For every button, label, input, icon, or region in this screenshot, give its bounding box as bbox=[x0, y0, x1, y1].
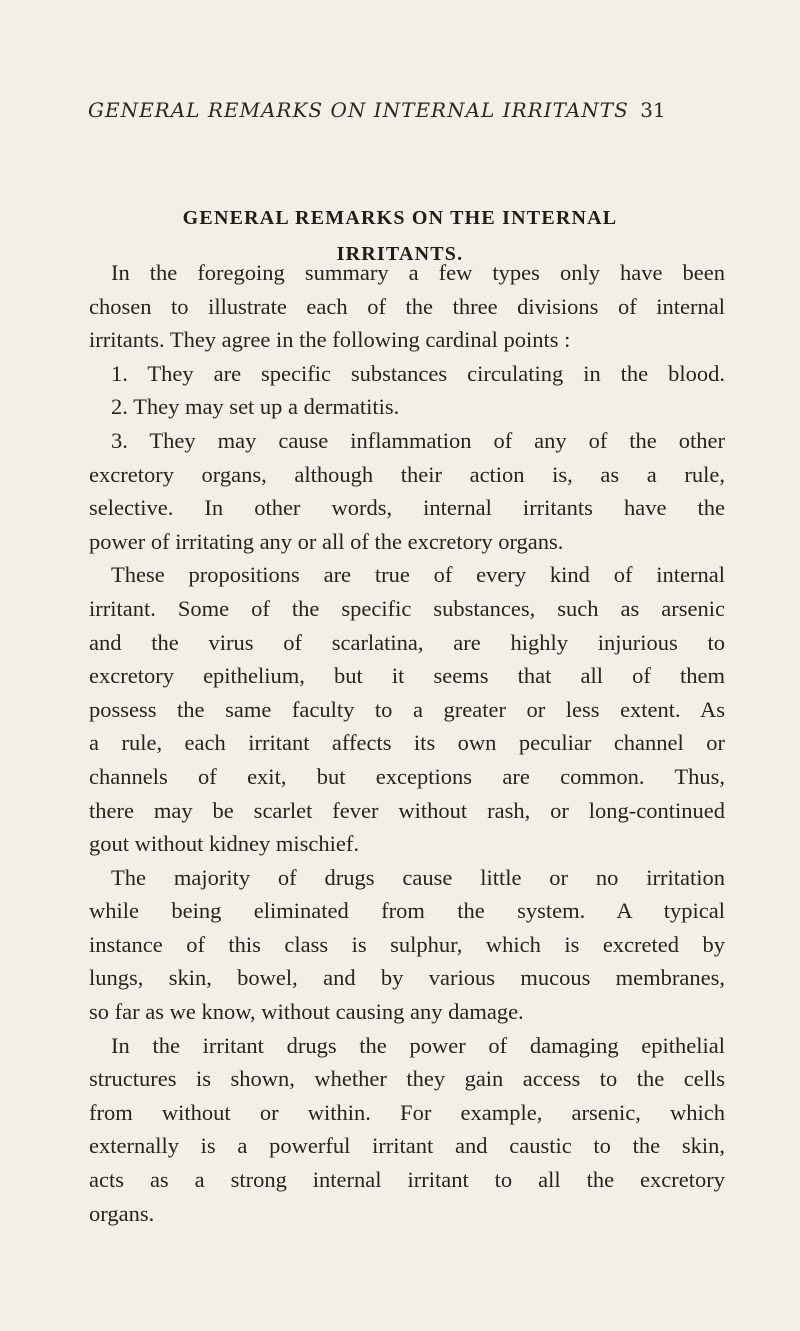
text-line: 3. They may cause inflammation of any of the other bbox=[111, 427, 725, 453]
text-line: there may be scarlet fever without rash, or long-continued bbox=[89, 797, 725, 823]
text-line: excretory organs, although their action is, as a rule, bbox=[89, 461, 725, 487]
text-line: irritants. They agree in the following cardinal points : bbox=[89, 327, 571, 353]
text-line: externally is a powerful irritant and caustic to the skin, bbox=[89, 1133, 725, 1159]
text-line: 2. They may set up a dermatitis. bbox=[111, 394, 400, 420]
text-line: These propositions are true of every kind of internal bbox=[111, 562, 725, 588]
text-line: In the irritant drugs the power of damaging epithelial bbox=[111, 1032, 725, 1058]
chapter-heading-line-2: IRRITANTS. bbox=[336, 243, 464, 265]
text-line: organs. bbox=[89, 1200, 155, 1226]
running-head bbox=[88, 98, 738, 122]
text-line: while being eliminated from the system. A typical bbox=[89, 898, 725, 924]
text-line: excretory epithelium, but it seems that all of them bbox=[89, 663, 725, 689]
text-line: from without or within. For example, arsenic, which bbox=[89, 1099, 725, 1125]
text-line: channels of exit, but exceptions are common. Thus, bbox=[89, 763, 725, 789]
text-line: gout without kidney mischief. bbox=[89, 831, 359, 857]
body-text bbox=[89, 256, 725, 1230]
text-line: 1. They are specific substances circulating in the blood. bbox=[111, 360, 725, 386]
text-line: In the foregoing summary a few types only have been bbox=[111, 260, 725, 285]
text-line: and the virus of scarlatina, are highly injurious to bbox=[89, 629, 725, 655]
text-line: chosen to illustrate each of the three divisions of internal bbox=[89, 293, 725, 319]
text-line: structures is shown, whether they gain access to the cells bbox=[89, 1066, 725, 1092]
text-line: irritant. Some of the specific substances, such as arsenic bbox=[89, 595, 725, 621]
text-line: possess the same faculty to a greater or less extent. As bbox=[89, 696, 725, 722]
page-number: 31 bbox=[640, 98, 666, 122]
running-head-title: GENERAL REMARKS ON INTERNAL IRRITANTS bbox=[88, 98, 629, 122]
text-line: so far as we know, without causing any damage. bbox=[89, 999, 524, 1025]
chapter-heading-line-1: GENERAL REMARKS ON THE INTERNAL bbox=[182, 207, 618, 229]
text-line: power of irritating any or all of the excretory organs. bbox=[89, 528, 564, 554]
text-line: The majority of drugs cause little or no irritation bbox=[111, 864, 725, 890]
text-line: instance of this class is sulphur, which is excreted by bbox=[89, 931, 725, 957]
text-line: a rule, each irritant affects its own peculiar channel or bbox=[89, 730, 725, 756]
text-line: acts as a strong internal irritant to all the excretory bbox=[89, 1167, 725, 1193]
text-line: lungs, skin, bowel, and by various mucous membranes, bbox=[89, 965, 725, 991]
text-line: selective. In other words, internal irritants have the bbox=[89, 495, 725, 521]
